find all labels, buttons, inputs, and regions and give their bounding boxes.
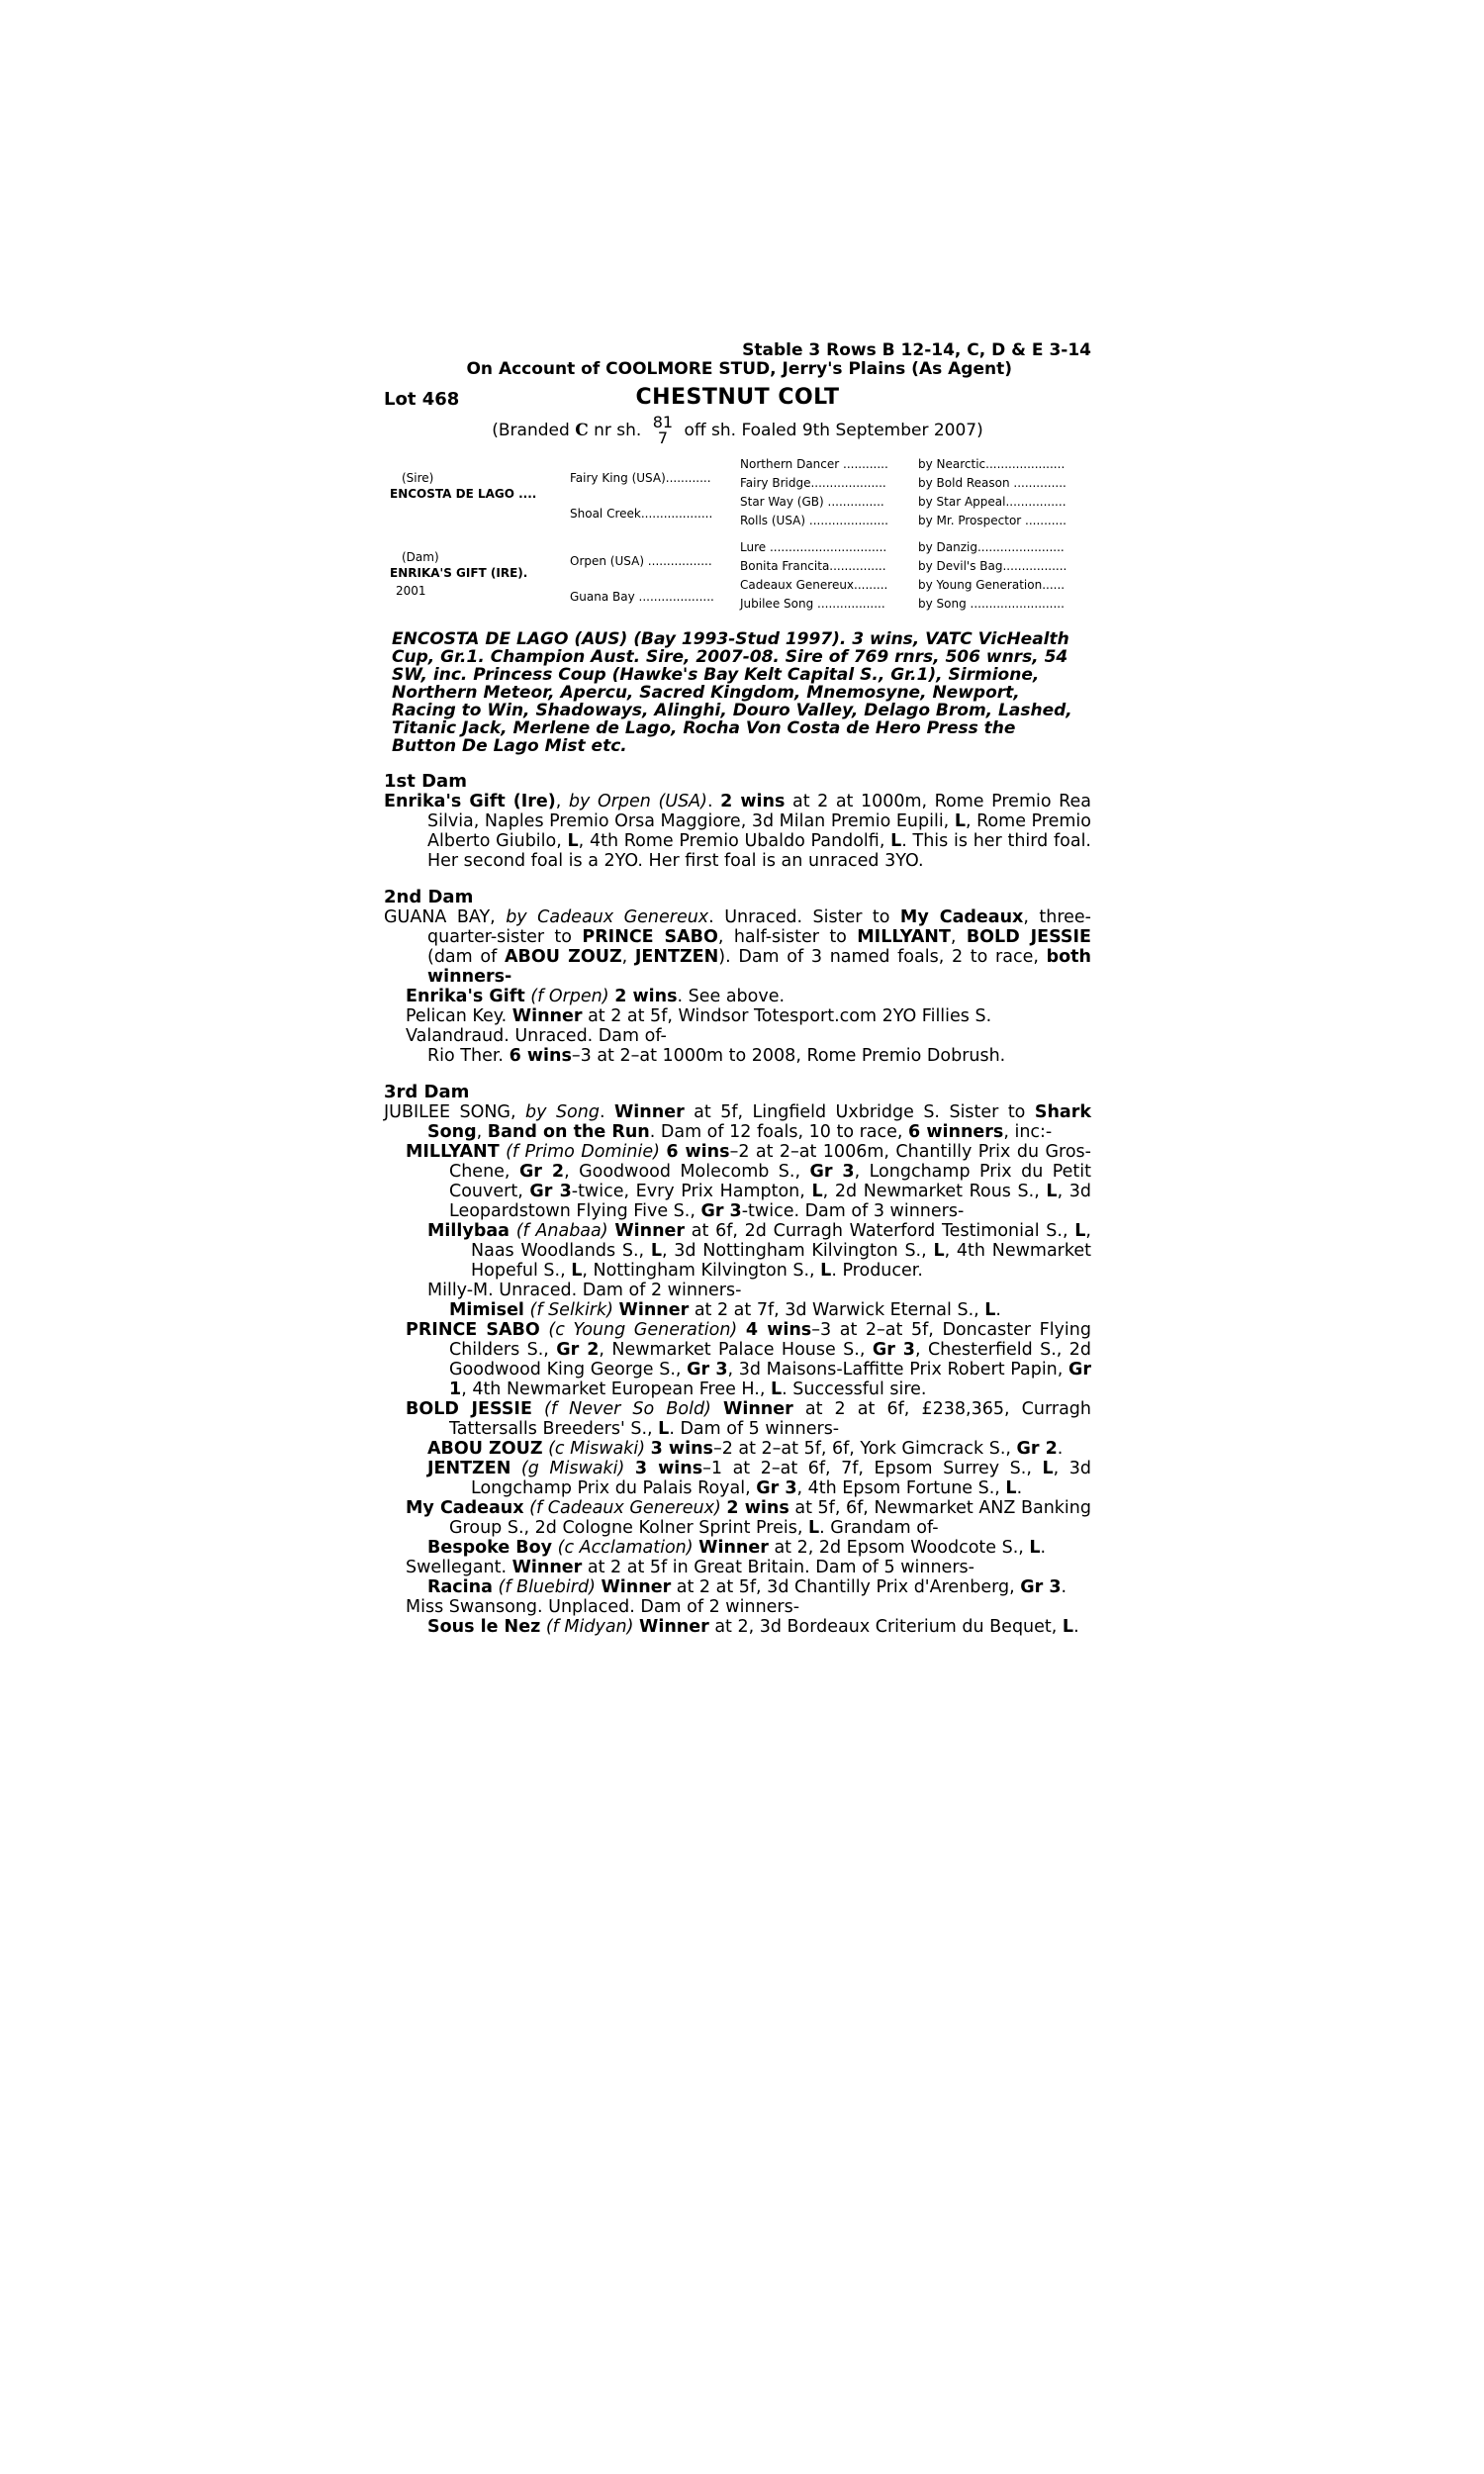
second-dam-produce-3: Valandraud. Unraced. Dam of- — [406, 1026, 667, 1046]
gggp-1: by Nearctic..................... — [918, 457, 1066, 471]
produce-milly-m: Milly-M. Unraced. Dam of 2 winners- — [427, 1281, 742, 1300]
stable-location: Stable 3 Rows B 12-14, C, D & E 3-14 — [742, 340, 1091, 360]
first-dam-heading: 1st Dam — [384, 771, 467, 792]
ggp-7: Cadeaux Genereux......... — [740, 578, 888, 592]
gggp-2: by Bold Reason .............. — [918, 476, 1067, 490]
gggp-6: by Devil's Bag................. — [918, 559, 1067, 573]
third-dam-heading: 3rd Dam — [384, 1082, 470, 1102]
lot-header — [384, 385, 1091, 413]
third-dam-paragraph: JUBILEE SONG, by Song. Winner at 5f, Lingfield Uxbridge S. Sister to Shark Song, Band on the Run. Dam of 12 foals, 10 to race, 6 winners, inc:- — [384, 1102, 1091, 1142]
produce-sous-le-nez: Sous le Nez (f Midyan) Winner at 2, 3d Bordeaux Criterium du Bequet, L. — [427, 1617, 1079, 1637]
sire-summary: ENCOSTA DE LAGO (AUS) (Bay 1993-Stud 1997). 3 wins, VATC VicHealth Cup, Gr.1. Champion Aust. Sire, 2007-08. Sire of 769 rnrs, 506 wnrs, 54 SW, inc. Princess Coup (Hawke's Bay Kelt Capital S., Gr.1), Sirmione, Northern Meteor, Apercu, Sacred Kingdom, Mnemosyne, Newport, Racing to Win, Shadoways, Alinghi, Douro Valley, Delago Brom, Lashed, Titanic Jack, Merlene de Lago, Rocha Von Costa de Hero Press the Button De Lago Mist etc. — [392, 629, 1072, 756]
brand-num-top: 81 — [652, 413, 674, 431]
second-dam-produce-2: Pelican Key. Winner at 2 at 5f, Windsor Totesport.com 2YO Fillies S. — [406, 1006, 992, 1026]
lot-title: CHESTNUT COLT — [635, 385, 840, 410]
granddam-1: Shoal Creek................... — [570, 507, 713, 521]
produce-millyant: MILLYANT (f Primo Dominie) 6 wins–2 at 2–at 1006m, Chantilly Prix du Gros-Chene, Gr 2, Goodwood Molecomb S., Gr 3, Longchamp Prix du Petit Couvert, Gr 3-twice, Evry Prix Hampton, L, 2d Newmarket Rous S., L, 3d Leopardstown Flying Five S., Gr 3-twice. Dam of 3 winners- — [406, 1142, 1092, 1221]
gggp-3: by Star Appeal................ — [918, 495, 1067, 509]
produce-my-cadeaux: My Cadeaux (f Cadeaux Genereux) 2 wins at 5f, 6f, Newmarket ANZ Banking Group S., 2d Cologne Kolner Sprint Preis, L. Grandam of- — [406, 1498, 1091, 1538]
first-dam-paragraph: Enrika's Gift (Ire), by Orpen (USA). 2 wins at 2 at 1000m, Rome Premio Rea Silvia, Naples Premio Orsa Maggiore, 3d Milan Premio Eupili, L, Rome Premio Alberto Giubilo, L, 4th Rome Premio Ubaldo Pandolfi, L. This is her third foal. Her second foal is a 2YO. Her first foal is an unraced 3YO. — [384, 792, 1091, 871]
produce-racina: Racina (f Bluebird) Winner at 2 at 5f, 3d Chantilly Prix d'Arenberg, Gr 3. — [427, 1577, 1067, 1597]
brand-number — [653, 415, 673, 446]
lot-number: Lot 468 — [384, 389, 460, 410]
second-dam-grandproduce-1: Rio Ther. 6 wins–3 at 2–at 1000m to 2008, Rome Premio Dobrush. — [427, 1046, 1006, 1066]
produce-abou-zouz: ABOU ZOUZ (c Miswaki) 3 wins–2 at 2–at 5f, 6f, York Gimcrack S., Gr 2. — [427, 1439, 1064, 1459]
dam-year: 2001 — [396, 584, 426, 598]
brand-pre: (Branded — [492, 421, 570, 440]
produce-mimisel: Mimisel (f Selkirk) Winner at 2 at 7f, 3d Warwick Eternal S., L. — [449, 1300, 1001, 1320]
second-dam-produce-1: Enrika's Gift (f Orpen) 2 wins. See above. — [406, 987, 786, 1006]
ggp-2: Fairy Bridge.................... — [740, 476, 886, 490]
grandsire-1: Fairy King (USA)............ — [570, 471, 711, 485]
vendor-account: On Account of COOLMORE STUD, Jerry's Plains (As Agent) — [466, 359, 1012, 379]
produce-millybaa: Millybaa (f Anabaa) Winner at 6f, 2d Curragh Waterford Testimonial S., L, Naas Woodlands S., L, 3d Nottingham Kilvington S., L, 4th Newmarket Hopeful S., L, Nottingham Kilvington S., L. Producer. — [427, 1221, 1091, 1281]
produce-bold-jessie: BOLD JESSIE (f Never So Bold) Winner at 2 at 6f, £238,365, Curragh Tattersalls Breeders' S., L. Dam of 5 winners- — [406, 1399, 1091, 1439]
gggp-4: by Mr. Prospector ........... — [918, 514, 1067, 527]
brand-num-bottom: 7 — [657, 428, 668, 447]
ggp-6: Bonita Francita............... — [740, 559, 886, 573]
brand-post: off sh. Foaled 9th September 2007) — [684, 421, 983, 440]
gggp-7: by Young Generation...... — [918, 578, 1066, 592]
ggp-4: Rolls (USA) ..................... — [740, 514, 888, 527]
produce-bespoke-boy: Bespoke Boy (c Acclamation) Winner at 2, 2d Epsom Woodcote S., L. — [427, 1538, 1047, 1558]
catalogue-page — [384, 341, 1091, 1637]
produce-jentzen: JENTZEN (g Miswaki) 3 wins–1 at 2–at 6f, 7f, Epsom Surrey S., L, 3d Longchamp Prix du Palais Royal, Gr 3, 4th Epsom Fortune S., L. — [427, 1459, 1091, 1498]
dam-name: ENRIKA'S GIFT (IRE). — [390, 566, 528, 580]
produce-swellegant: Swellegant. Winner at 2 at 5f in Great Britain. Dam of 5 winners- — [406, 1558, 974, 1577]
brand-line — [384, 415, 1091, 446]
ggp-1: Northern Dancer ............ — [740, 457, 888, 471]
gggp-5: by Danzig....................... — [918, 540, 1065, 554]
pedigree-table — [384, 456, 1091, 613]
second-dam-paragraph: GUANA BAY, by Cadeaux Genereux. Unraced. Sister to My Cadeaux, three-quarter-sister to PRINCE SABO, half-sister to MILLYANT, BOLD JESSIE (dam of ABOU ZOUZ, JENTZEN). Dam of 3 named foals, 2 to race, both winners- — [384, 907, 1091, 987]
brand-c: C — [575, 421, 589, 440]
grandsire-2: Orpen (USA) ................. — [570, 554, 712, 568]
ggp-5: Lure ............................... — [740, 540, 887, 554]
ggp-8: Jubilee Song .................. — [740, 597, 885, 611]
dam-tag: (Dam) — [402, 550, 439, 564]
produce-miss-swansong: Miss Swansong. Unplaced. Dam of 2 winners- — [406, 1597, 800, 1617]
ggp-3: Star Way (GB) ............... — [740, 495, 884, 509]
granddam-2: Guana Bay .................... — [570, 590, 714, 604]
second-dam-heading: 2nd Dam — [384, 887, 474, 907]
brand-mid: nr sh. — [594, 421, 642, 440]
produce-prince-sabo: PRINCE SABO (c Young Generation) 4 wins–3 at 2–at 5f, Doncaster Flying Childers S., Gr 2, Newmarket Palace House S., Gr 3, Chesterfield S., 2d Goodwood King George S., Gr 3, 3d Maisons-Laffitte Prix Robert Papin, Gr 1, 4th Newmarket European Free H., L. Successful sire. — [406, 1320, 1092, 1399]
gggp-8: by Song ......................... — [918, 597, 1065, 611]
sire-tag: (Sire) — [402, 471, 434, 485]
sire-name: ENCOSTA DE LAGO .... — [390, 487, 537, 501]
